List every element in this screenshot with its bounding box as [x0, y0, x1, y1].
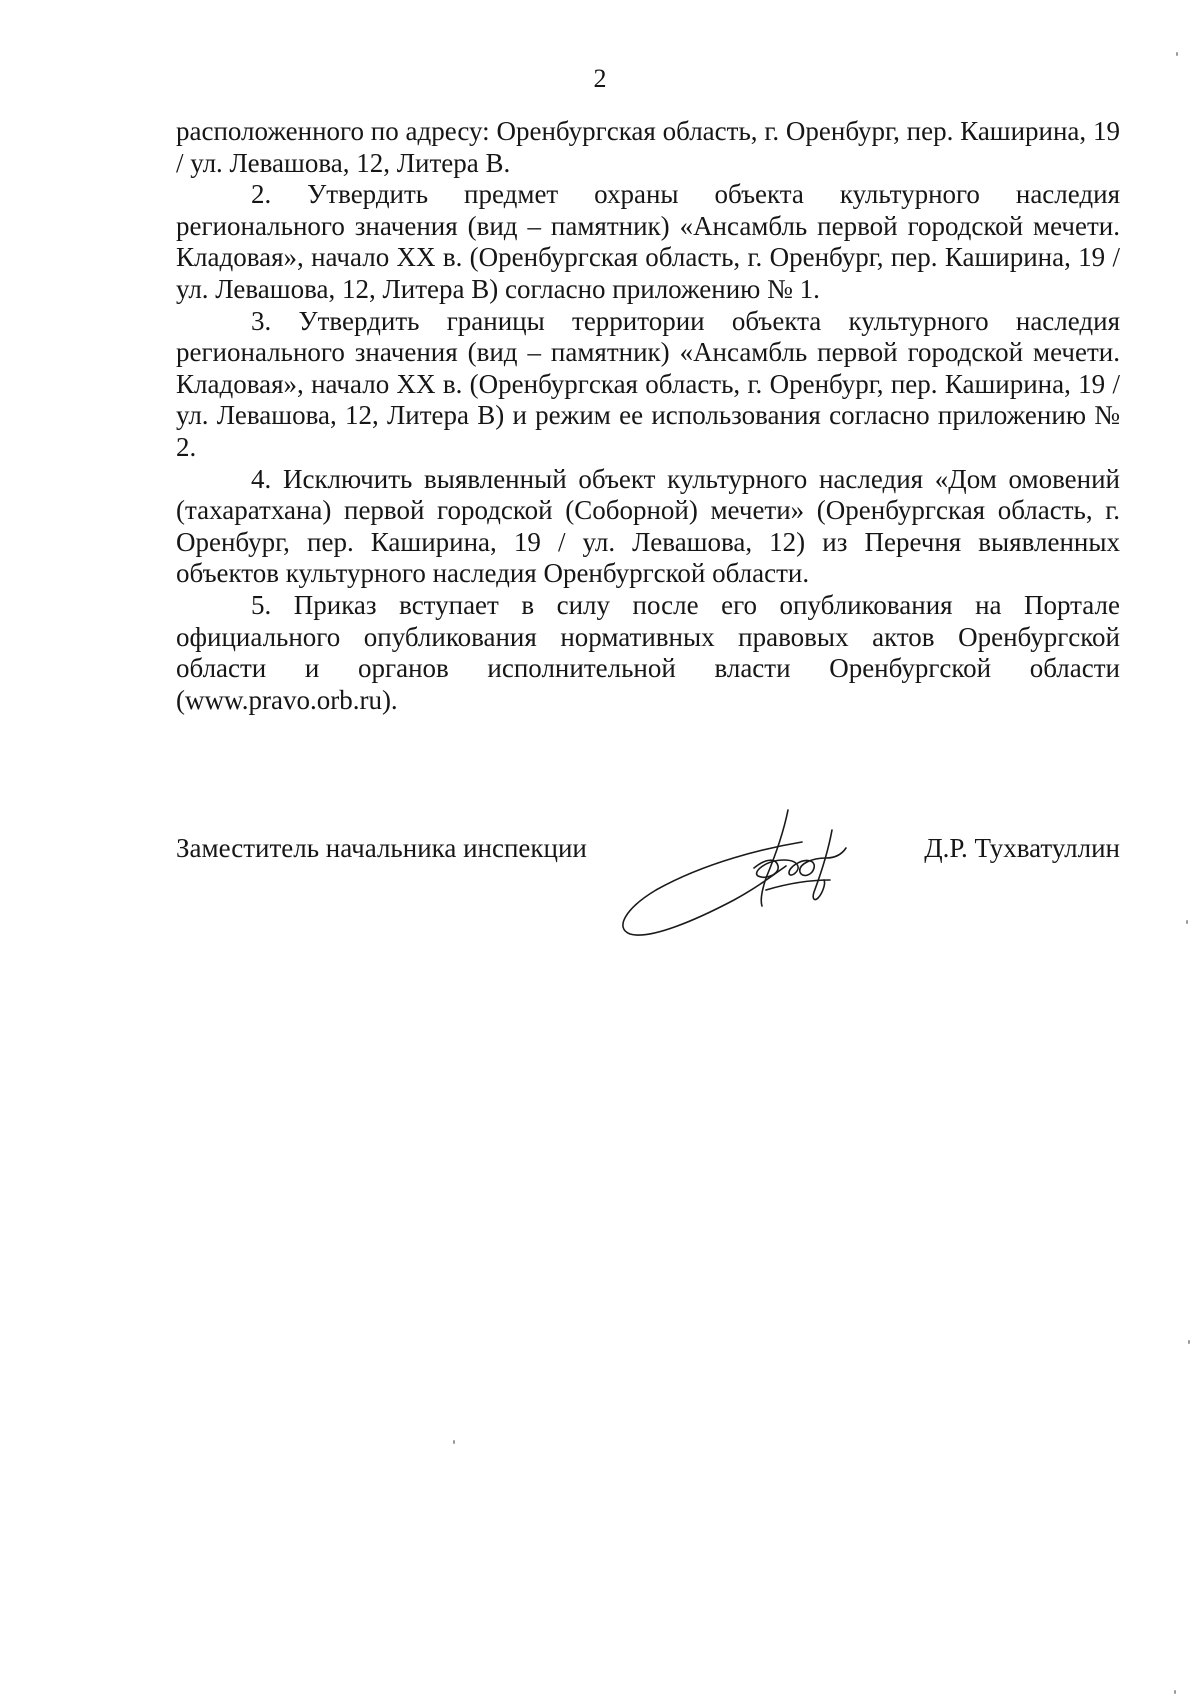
handwritten-signature: [616, 800, 886, 940]
signatory-position: Заместитель начальника инспекции: [176, 833, 587, 863]
paragraph-item-3: 3. Утвердить границы территории объекта культурного наследия регионального значения (вид – памятник) «Ансамбль первой городской мечети. Кладовая», начало XX в. (Оренбургская область, г. Оренбург, пер. Каширина, 19 / ул. Левашова, 12, Литера В) и режим ее использования согласно приложению № 2.: [176, 305, 1120, 462]
scan-speck: [1176, 52, 1178, 56]
paragraph-item-4: 4. Исключить выявленный объект культурного наследия «Дом омовений (тахаратхана) первой городской (Соборной) мечети» (Оренбургская область, г. Оренбург, пер. Каширина, 19 / ул. Левашова, 12) из Перечня выявленных объектов культурного наследия Оренбургской области.: [176, 463, 1120, 589]
paragraph-address-continuation: расположенного по адресу: Оренбургская область, г. Оренбург, пер. Каширина, 19 / ул. Левашова, 12, Литера В.: [176, 116, 1120, 178]
scan-speck: [1186, 920, 1188, 924]
scan-speck: [1188, 1340, 1190, 1344]
page-number: 2: [593, 64, 607, 93]
paragraph-item-5: 5. Приказ вступает в силу после его опубликования на Портале официального опубликования нормативных правовых актов Оренбургской области и органов исполнительной власти Оренбургской области (www.pravo.orb.ru).: [176, 589, 1120, 715]
signatory-name: Д.Р. Тухватуллин: [924, 833, 1120, 863]
scan-speck: [453, 1440, 455, 1444]
paragraph-item-2: 2. Утвердить предмет охраны объекта культурного наследия регионального значения (вид – памятник) «Ансамбль первой городской мечети. Кладовая», начало XX в. (Оренбургская область, г. Оренбург, пер. Каширина, 19 / ул. Левашова, 12, Литера В) согласно приложению № 1.: [176, 179, 1120, 304]
scan-speck: [1174, 1690, 1176, 1694]
document-body: [176, 116, 1120, 716]
